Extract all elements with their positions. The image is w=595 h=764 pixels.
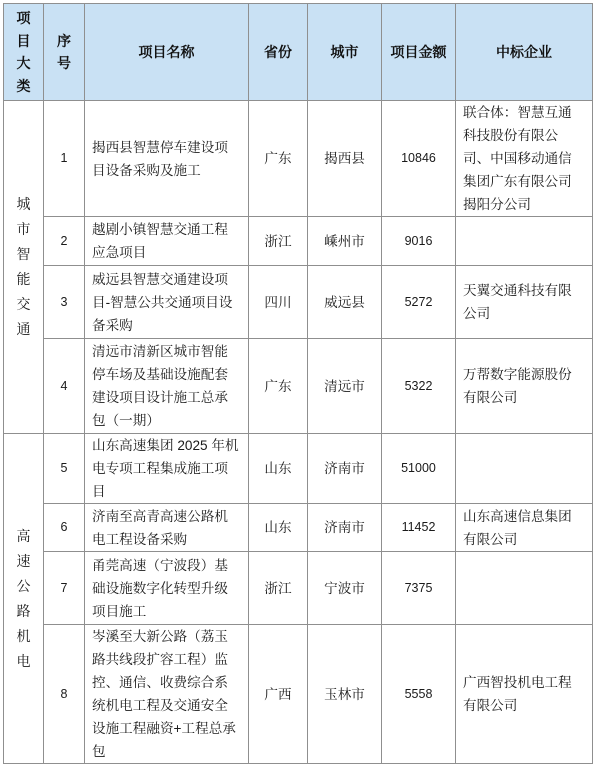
category-cell [4, 434, 44, 764]
project-name-cell: 岑溪至大新公路（荔玉路共线段扩容工程）监控、通信、收费综合系统机电工程及交通安全设施工程融资+工程总承包 [85, 625, 249, 764]
winner-cell: 天翼交通科技有限公司 [456, 266, 593, 339]
index-cell: 5 [44, 434, 85, 504]
city-cell: 威远县 [308, 266, 382, 339]
header-index-cell [44, 4, 85, 101]
index-cell: 1 [44, 101, 85, 217]
winner-cell [456, 552, 593, 625]
category-label: 高速公路机电 [16, 527, 31, 669]
header-index: 序号 [57, 32, 71, 71]
table-row [4, 552, 593, 625]
header-city-cell [308, 4, 382, 101]
province-cell: 广东 [249, 101, 308, 217]
winner-cell: 联合体：智慧互通科技股份有限公司、中国移动通信集团广东有限公司揭阳分公司 [456, 101, 593, 217]
province-cell: 广西 [249, 625, 308, 764]
project-name-cell: 甬莞高速（宁波段）基础设施数字化转型升级项目施工 [85, 552, 249, 625]
header-province: 省份 [264, 43, 292, 60]
header-name-cell [85, 4, 249, 101]
table-row [4, 504, 593, 552]
amount-cell: 9016 [382, 217, 456, 266]
index-cell: 3 [44, 266, 85, 339]
project-name-cell: 威远县智慧交通建设项目-智慧公共交通项目设备采购 [85, 266, 249, 339]
project-name-cell: 揭西县智慧停车建设项目设备采购及施工 [85, 101, 249, 217]
amount-cell: 51000 [382, 434, 456, 504]
projects-table [3, 3, 593, 764]
index-cell: 7 [44, 552, 85, 625]
header-row [4, 4, 593, 101]
amount-cell: 10846 [382, 101, 456, 217]
header-winner-cell [456, 4, 593, 101]
city-cell: 玉林市 [308, 625, 382, 764]
province-cell: 浙江 [249, 217, 308, 266]
project-name-cell: 越剧小镇智慧交通工程应急项目 [85, 217, 249, 266]
header-winner: 中标企业 [496, 43, 552, 60]
amount-cell: 5322 [382, 339, 456, 434]
index-cell: 4 [44, 339, 85, 434]
city-cell: 宁波市 [308, 552, 382, 625]
category-label: 城市智能交通 [16, 196, 31, 337]
index-cell: 6 [44, 504, 85, 552]
winner-cell: 广西智投机电工程有限公司 [456, 625, 593, 764]
province-cell: 广东 [249, 339, 308, 434]
project-name-cell: 清远市清新区城市智能停车场及基础设施配套建设项目设计施工总承包（一期） [85, 339, 249, 434]
header-category: 项目大类 [16, 10, 31, 94]
province-cell: 山东 [249, 504, 308, 552]
city-cell: 济南市 [308, 434, 382, 504]
table-row [4, 625, 593, 764]
winner-cell [456, 434, 593, 504]
header-city: 城市 [330, 43, 359, 60]
winner-cell: 万帮数字能源股份有限公司 [456, 339, 593, 434]
header-category-cell [4, 4, 44, 101]
header-amount-cell [382, 4, 456, 101]
winner-cell: 山东高速信息集团有限公司 [456, 504, 593, 552]
table-row [4, 217, 593, 266]
table-row [4, 101, 593, 217]
province-cell: 四川 [249, 266, 308, 339]
category-cell [4, 101, 44, 434]
city-cell: 济南市 [308, 504, 382, 552]
province-cell: 浙江 [249, 552, 308, 625]
city-cell: 揭西县 [308, 101, 382, 217]
table-row [4, 434, 593, 504]
index-cell: 8 [44, 625, 85, 764]
header-amount: 项目金额 [390, 43, 447, 60]
city-cell: 清远市 [308, 339, 382, 434]
project-name-cell: 济南至高青高速公路机电工程设备采购 [85, 504, 249, 552]
amount-cell: 5272 [382, 266, 456, 339]
table-row [4, 339, 593, 434]
province-cell: 山东 [249, 434, 308, 504]
header-name: 项目名称 [138, 43, 195, 60]
city-cell: 嵊州市 [308, 217, 382, 266]
winner-cell [456, 217, 593, 266]
table-row [4, 266, 593, 339]
amount-cell: 5558 [382, 625, 456, 764]
amount-cell: 11452 [382, 504, 456, 552]
index-cell: 2 [44, 217, 85, 266]
amount-cell: 7375 [382, 552, 456, 625]
project-name-cell: 山东高速集团 2025 年机电专项工程集成施工项目 [85, 434, 249, 504]
header-province-cell [249, 4, 308, 101]
